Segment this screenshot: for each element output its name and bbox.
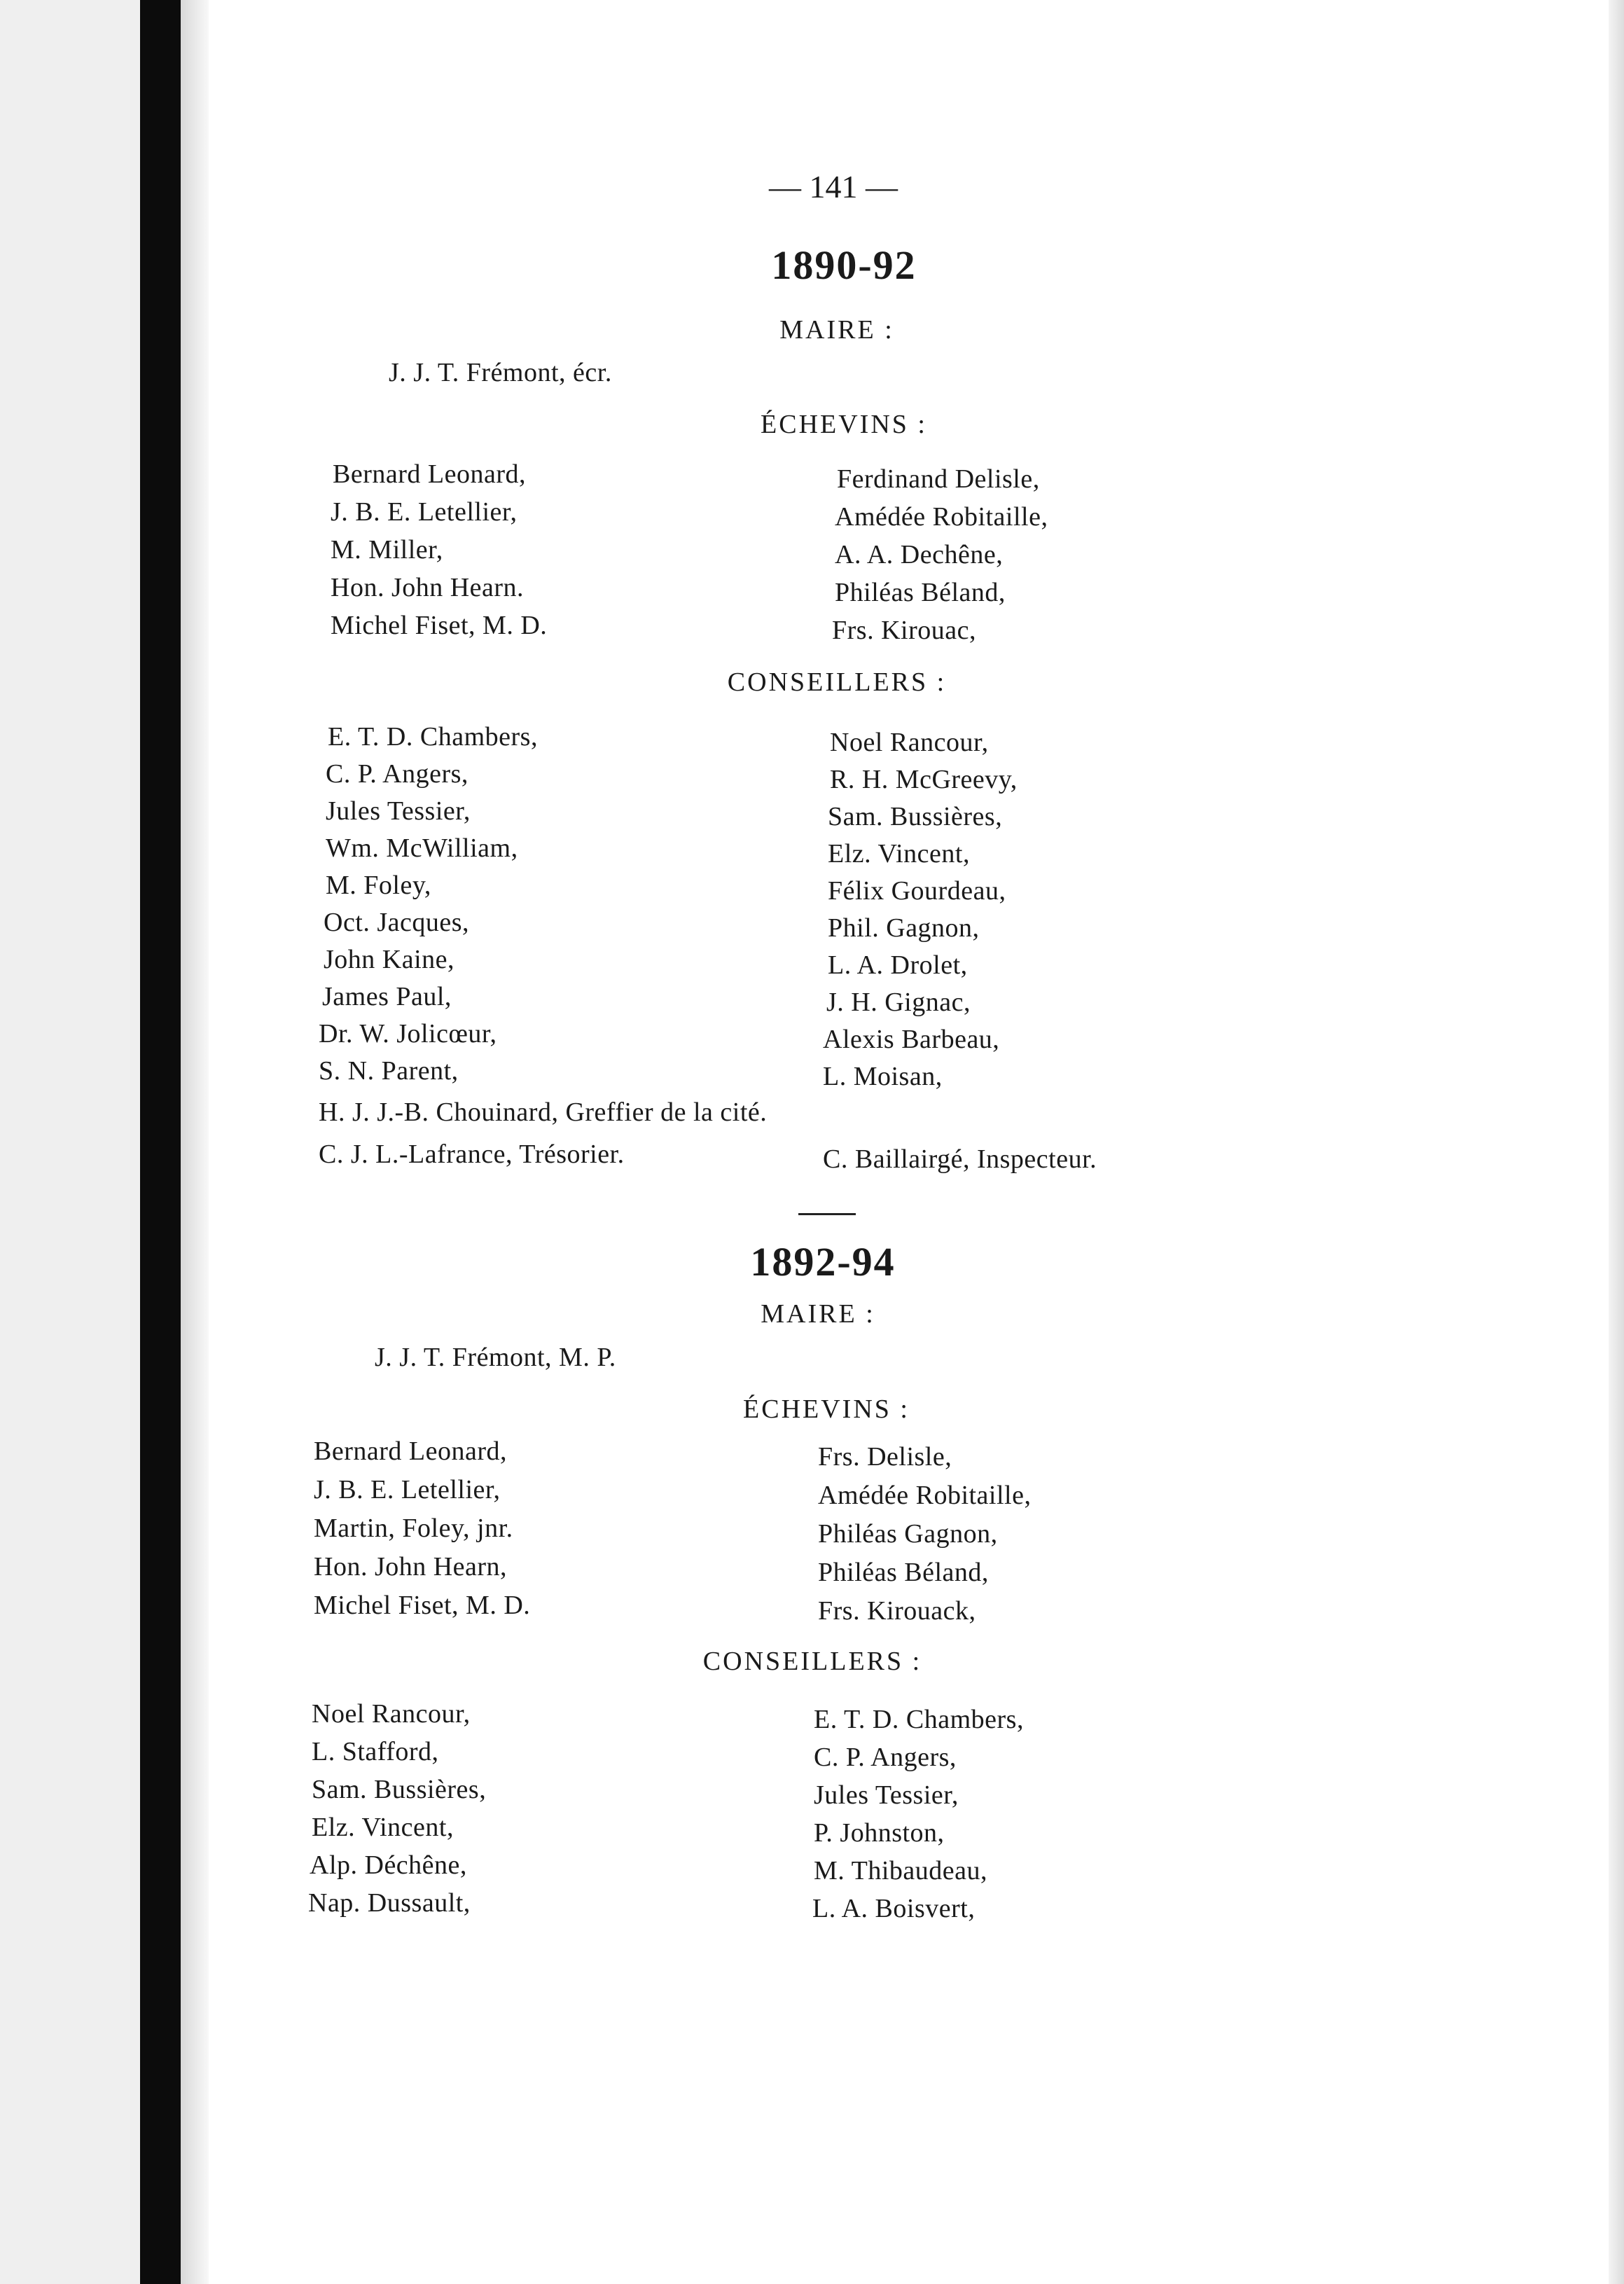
section-year: 1892-94 (750, 1239, 896, 1285)
conseiller-right: C. P. Angers, (814, 1743, 957, 1772)
maire-name: J. J. T. Frémont, écr. (389, 358, 612, 387)
echevin-left: M. Miller, (331, 535, 443, 565)
conseillers-heading: CONSEILLERS : (702, 1647, 922, 1676)
echevins-heading: ÉCHEVINS : (743, 1394, 910, 1424)
echevin-right: Philéas Béland, (835, 578, 1006, 607)
conseiller-left: Oct. Jacques, (324, 908, 470, 937)
conseillers-heading: CONSEILLERS : (727, 667, 947, 697)
maire-heading: MAIRE : (779, 315, 894, 345)
echevin-right: Frs. Delisle, (818, 1442, 952, 1472)
echevin-right: Amédée Robitaille, (818, 1481, 1032, 1510)
conseiller-right: P. Johnston, (814, 1818, 945, 1848)
greffier-line: H. J. J.-B. Chouinard, Greffier de la cité. (319, 1098, 768, 1127)
conseiller-left: C. P. Angers, (326, 759, 469, 789)
conseiller-left: L. Stafford, (312, 1737, 439, 1766)
page-edge-shadow (1609, 0, 1624, 2284)
echevin-left: J. B. E. Letellier, (314, 1475, 501, 1504)
echevin-left: J. B. E. Letellier, (331, 497, 518, 527)
conseiller-left: Noel Rancour, (312, 1699, 471, 1729)
conseiller-right: Alexis Barbeau, (823, 1025, 1000, 1054)
echevin-right: Philéas Béland, (818, 1558, 989, 1587)
echevin-right: Amédée Robitaille, (835, 502, 1048, 532)
conseiller-left: Alp. Déchêne, (310, 1850, 467, 1880)
conseiller-left: James Paul, (322, 982, 452, 1011)
conseiller-right: Noel Rancour, (830, 728, 989, 757)
conseiller-right: Félix Gourdeau, (828, 876, 1006, 906)
conseiller-left: Sam. Bussières, (312, 1775, 487, 1804)
conseiller-left: Nap. Dussault, (308, 1888, 471, 1918)
conseiller-left: Wm. McWilliam, (326, 833, 518, 863)
conseiller-left: Dr. W. Jolicœur, (319, 1019, 497, 1048)
conseiller-right: R. H. McGreevy, (830, 765, 1018, 794)
conseiller-right: L. Moisan, (823, 1062, 943, 1091)
maire-name: J. J. T. Frémont, M. P. (375, 1343, 616, 1372)
conseiller-right: L. A. Boisvert, (812, 1894, 976, 1923)
conseiller-right: Elz. Vincent, (828, 839, 970, 868)
echevin-left: Martin, Foley, jnr. (314, 1514, 513, 1543)
tresorier-line: C. J. L.-Lafrance, Trésorier. (319, 1140, 625, 1169)
conseiller-left: John Kaine, (324, 945, 455, 974)
conseiller-left: M. Foley, (326, 871, 431, 900)
echevin-left: Bernard Leonard, (314, 1437, 507, 1466)
echevin-left: Bernard Leonard, (333, 459, 526, 489)
echevin-left: Hon. John Hearn. (331, 573, 525, 602)
echevin-left: Michel Fiset, M. D. (331, 611, 548, 640)
conseiller-left: S. N. Parent, (319, 1056, 459, 1086)
echevins-heading: ÉCHEVINS : (761, 410, 927, 439)
echevin-left: Hon. John Hearn, (314, 1552, 508, 1582)
conseiller-left: Jules Tessier, (326, 796, 471, 826)
page-gutter (181, 0, 209, 2284)
book-binding (140, 0, 181, 2284)
conseiller-right: L. A. Drolet, (828, 950, 968, 980)
conseiller-right: J. H. Gignac, (826, 988, 971, 1017)
conseiller-right: Phil. Gagnon, (828, 913, 980, 943)
page-number: — 141 — (769, 169, 898, 205)
section-year: 1890-92 (771, 242, 917, 288)
facing-page-edge (0, 0, 140, 2284)
conseiller-right: Jules Tessier, (814, 1780, 959, 1810)
conseiller-left: E. T. D. Chambers, (328, 722, 538, 752)
echevin-right: Ferdinand Delisle, (837, 464, 1040, 494)
section-divider (798, 1213, 856, 1215)
conseiller-left: Elz. Vincent, (312, 1813, 454, 1842)
echevin-right: A. A. Dechêne, (835, 540, 1004, 569)
maire-heading: MAIRE : (761, 1299, 875, 1329)
echevin-right: Frs. Kirouac, (832, 616, 976, 645)
echevin-left: Michel Fiset, M. D. (314, 1591, 531, 1620)
conseiller-right: M. Thibaudeau, (814, 1856, 987, 1885)
conseiller-right: E. T. D. Chambers, (814, 1705, 1024, 1734)
echevin-right: Frs. Kirouack, (818, 1596, 976, 1626)
inspecteur-line: C. Baillairgé, Inspecteur. (823, 1144, 1097, 1174)
echevin-right: Philéas Gagnon, (818, 1519, 998, 1549)
conseiller-right: Sam. Bussières, (828, 802, 1003, 831)
